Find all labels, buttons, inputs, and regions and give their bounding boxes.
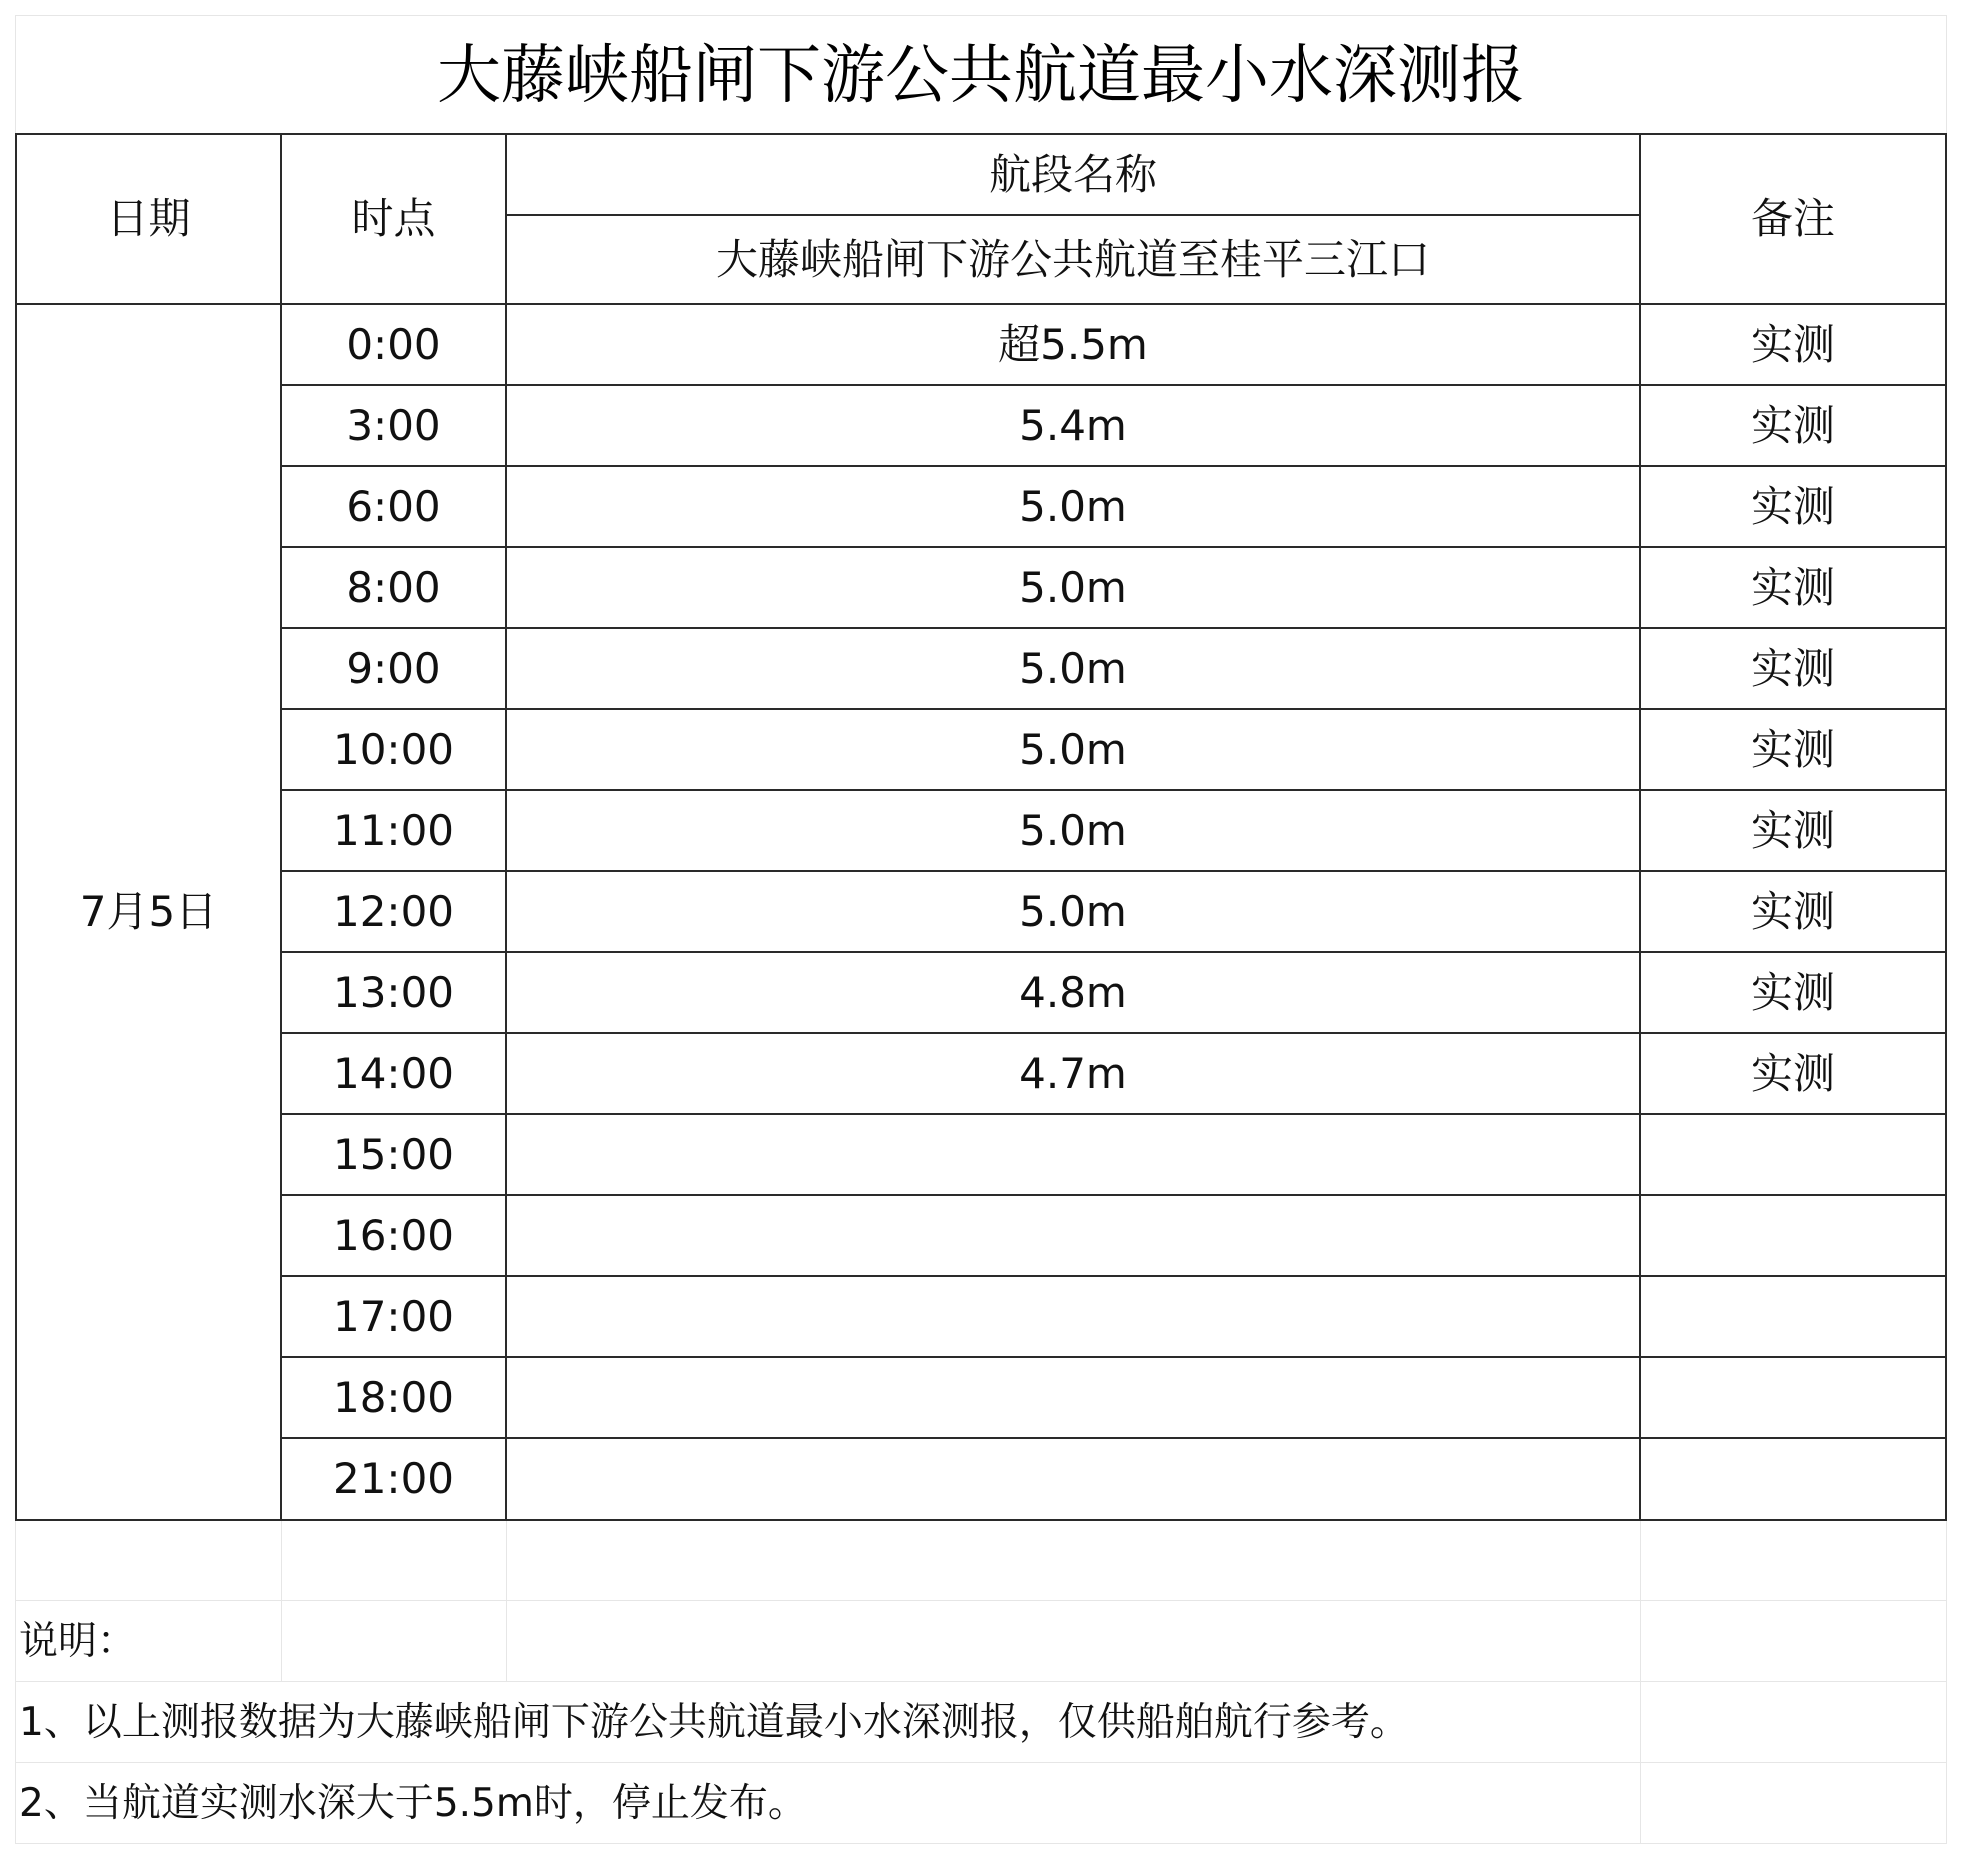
depth-cell xyxy=(507,1358,1639,1437)
remark-cell xyxy=(1641,1358,1945,1437)
remark-cell: 实测 xyxy=(1750,886,1835,936)
time-cell: 8:00 xyxy=(346,562,441,612)
depth-cell: 5.0m xyxy=(1019,886,1127,936)
time-cell: 15:00 xyxy=(332,1129,455,1179)
time-cell: 16:00 xyxy=(332,1210,455,1260)
date-cell: 7月5日 xyxy=(79,887,218,936)
time-cell: 10:00 xyxy=(332,724,455,774)
header-section-name: 航段名称 xyxy=(988,149,1157,199)
depth-cell: 5.0m xyxy=(1019,643,1127,693)
depth-cell: 5.0m xyxy=(1019,724,1127,774)
time-cell: 21:00 xyxy=(332,1454,455,1503)
remark-cell: 实测 xyxy=(1750,481,1835,531)
remark-cell xyxy=(1641,1277,1945,1356)
time-cell: 17:00 xyxy=(332,1291,455,1341)
depth-cell: 5.0m xyxy=(1019,805,1127,855)
depth-cell xyxy=(507,1277,1639,1356)
time-cell: 0:00 xyxy=(346,319,441,369)
header-section: 大藤峡船闸下游公共航道至桂平三江口 xyxy=(715,234,1430,284)
depth-cell: 超5.5m xyxy=(998,319,1148,369)
note-line-2: 2、当航道实测水深大于5.5m时，停止发布。 xyxy=(19,1780,807,1826)
time-cell: 12:00 xyxy=(332,886,455,936)
remark-cell xyxy=(1641,1115,1945,1194)
depth-cell: 4.8m xyxy=(1019,967,1127,1017)
time-cell: 14:00 xyxy=(332,1048,455,1098)
remark-cell: 实测 xyxy=(1750,1048,1835,1098)
depth-cell xyxy=(507,1115,1639,1194)
remark-cell: 实测 xyxy=(1750,643,1835,693)
remark-cell: 实测 xyxy=(1750,562,1835,612)
depth-cell: 5.0m xyxy=(1019,562,1127,612)
remark-cell: 实测 xyxy=(1750,400,1835,450)
remark-cell: 实测 xyxy=(1750,724,1835,774)
time-cell: 11:00 xyxy=(332,805,455,855)
time-cell: 6:00 xyxy=(346,481,441,531)
notes-label: 说明： xyxy=(19,1618,137,1664)
time-cell: 13:00 xyxy=(332,967,455,1017)
depth-cell: 5.0m xyxy=(1019,481,1127,531)
remark-cell xyxy=(1641,1196,1945,1275)
time-cell: 3:00 xyxy=(346,400,441,450)
time-cell: 9:00 xyxy=(346,643,441,693)
remark-cell: 实测 xyxy=(1750,319,1835,369)
depth-cell xyxy=(507,1196,1639,1275)
header-date: 日期 xyxy=(106,194,191,243)
remark-cell xyxy=(1641,1439,1945,1519)
header-remark: 备注 xyxy=(1750,194,1835,243)
depth-cell xyxy=(507,1439,1639,1519)
remark-cell: 实测 xyxy=(1750,805,1835,855)
note-line-1: 1、以上测报数据为大藤峡船闸下游公共航道最小水深测报，仅供船舶航行参考。 xyxy=(19,1699,1409,1745)
depth-cell: 4.7m xyxy=(1019,1048,1127,1098)
header-time: 时点 xyxy=(351,194,436,243)
remark-cell: 实测 xyxy=(1750,967,1835,1017)
report-title: 大藤峡船闸下游公共航道最小水深测报 xyxy=(437,38,1525,113)
depth-cell: 5.4m xyxy=(1019,400,1127,450)
time-cell: 18:00 xyxy=(332,1372,455,1422)
